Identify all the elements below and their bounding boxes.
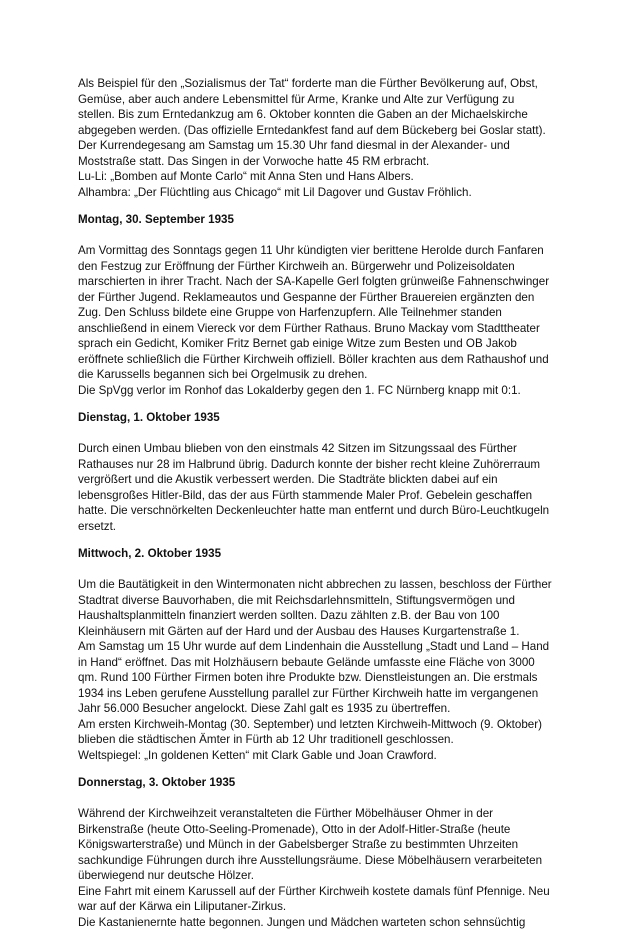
text-line: Lu-Li: „Bomben auf Monte Carlo“ mit Anna Sten und Hans Albers. <box>78 169 568 185</box>
text-line: marschierten in ihrer Tracht. Nach der SA-Kapelle Gerl folgten grünweiße Fahnenschwinger <box>78 274 568 290</box>
text-line: eröffnete schließlich die Fürther Kirchweih offiziell. Böller krachten aus dem Rathaushof und <box>78 352 568 368</box>
section-paragraph <box>78 243 568 398</box>
text-line: sachkundige Führungen durch ihre Ausstellungsräume. Diese Möbelhäusern verarbeiteten <box>78 853 568 869</box>
text-line: in Hand“ eröffnet. Das mit Holzhäusern bebaute Gelände umfasste eine Fläche von 3000 <box>78 655 568 671</box>
text-line: Der Kurrendegesang am Samstag um 15.30 Uhr fand diesmal in der Alexander- und <box>78 138 568 154</box>
text-line: Als Beispiel für den „Sozialismus der Tat“ forderte man die Fürther Bevölkerung auf, Obst, <box>78 76 568 92</box>
text-line: vergrößert und die Akustik verbessert werden. Die Stadträte blickten dabei auf ein <box>78 472 568 488</box>
text-line: Während der Kirchweihzeit veranstalteten die Fürther Möbelhäuser Ohmer in der <box>78 806 568 822</box>
document-page <box>78 76 568 930</box>
text-line: Stadtrat diverse Bauvorhaben, die mit Reichsdarlehnsmitteln, Stiftungsvermögen und <box>78 593 568 609</box>
section-heading: Mittwoch, 2. Oktober 1935 <box>78 546 568 562</box>
intro-paragraph <box>78 76 568 200</box>
section-paragraph <box>78 441 568 534</box>
section-paragraph <box>78 806 568 930</box>
text-line: Jahr 56.000 Besucher angelockt. Diese Zahl galt es 1935 zu übertreffen. <box>78 701 568 717</box>
text-line: Königswarterstraße) und Münch in der Gabelsberger Straße zu bestimmten Uhrzeiten <box>78 837 568 853</box>
text-line: Am Samstag um 15 Uhr wurde auf dem Lindenhain die Ausstellung „Stadt und Land – Hand <box>78 639 568 655</box>
text-line: blieben die städtischen Ämter in Fürth ab 12 Uhr traditionell geschlossen. <box>78 732 568 748</box>
text-line: sprach ein Gedicht, Komiker Fritz Bernet gab einige Witze zum Besten und OB Jakob <box>78 336 568 352</box>
text-line: Am ersten Kirchweih-Montag (30. September) und letzten Kirchweih-Mittwoch (9. Oktober) <box>78 717 568 733</box>
text-line: stellen. Bis zum Erntedankzug am 6. Oktober konnten die Gaben an der Michaelskirche <box>78 107 568 123</box>
text-line: Die Kastanienernte hatte begonnen. Jungen und Mädchen warteten schon sehnsüchtig <box>78 915 568 930</box>
text-line: Weltspiegel: „In goldenen Ketten“ mit Clark Gable und Joan Crawford. <box>78 748 568 764</box>
text-line: Rathauses nur 28 im Halbrund übrig. Dadurch konnte der bisher recht kleine Zuhörerraum <box>78 457 568 473</box>
text-line: Gemüse, aber auch andere Lebensmittel für Arme, Kranke und Alte zur Verfügung zu <box>78 92 568 108</box>
section-heading: Dienstag, 1. Oktober 1935 <box>78 410 568 426</box>
text-line: Um die Bautätigkeit in den Wintermonaten nicht abbrechen zu lassen, beschloss der Fürther <box>78 577 568 593</box>
text-line: war auf der Kärwa ein Liliputaner-Zirkus. <box>78 899 568 915</box>
text-line: überwiegend nur deutsche Hölzer. <box>78 868 568 884</box>
text-line: hatte. Die verschnörkelten Deckenleuchter hatte man entfernt und durch Büro-Leuchtkugeln <box>78 503 568 519</box>
text-line: Die SpVgg verlor im Ronhof das Lokalderby gegen den 1. FC Nürnberg knapp mit 0:1. <box>78 383 568 399</box>
text-line: 1934 ins Leben gerufene Ausstellung parallel zur Fürther Kirchweih hatte im vergangenen <box>78 686 568 702</box>
text-line: Kleinhäusern mit Gärten auf der Hard und der Ausbau des Hauses Kurgartenstraße 1. <box>78 624 568 640</box>
text-line: Am Vormittag des Sonntags gegen 11 Uhr kündigten vier berittene Herolde durch Fanfaren <box>78 243 568 259</box>
text-line: Moststraße statt. Das Singen in der Vorwoche hatte 45 RM erbracht. <box>78 154 568 170</box>
text-line: den Festzug zur Eröffnung der Fürther Kirchweih an. Bürgerwehr und Polizeisoldaten <box>78 259 568 275</box>
text-line: Zug. Den Schluss bildete eine Gruppe von Harfenzupfern. Alle Teilnehmer standen <box>78 305 568 321</box>
text-line: ersetzt. <box>78 519 568 535</box>
section-heading: Donnerstag, 3. Oktober 1935 <box>78 775 568 791</box>
text-line: Durch einen Umbau blieben von den einstmals 42 Sitzen im Sitzungssaal des Fürther <box>78 441 568 457</box>
text-line: die Karussells begannen sich bei Orgelmusik zu drehen. <box>78 367 568 383</box>
section-heading: Montag, 30. September 1935 <box>78 212 568 228</box>
text-line: anschließend in einem Viereck vor dem Fürther Rathaus. Bruno Mackay vom Stadttheater <box>78 321 568 337</box>
text-line: abgegeben werden. (Das offizielle Erntedankfest fand auf dem Bückeberg bei Goslar statt). <box>78 123 568 139</box>
text-line: Alhambra: „Der Flüchtling aus Chicago“ mit Lil Dagover und Gustav Fröhlich. <box>78 185 568 201</box>
text-line: Haushaltsplanmitteln finanziert werden sollten. Dazu zählten z.B. der Bau von 100 <box>78 608 568 624</box>
text-line: Eine Fahrt mit einem Karussell auf der Fürther Kirchweih kostete damals fünf Pfennige. Neu <box>78 884 568 900</box>
text-line: lebensgroßes Hitler-Bild, das der aus Fürth stammende Maler Prof. Gebelein geschaffen <box>78 488 568 504</box>
text-line: Birkenstraße (heute Otto-Seeling-Promenade), Otto in der Adolf-Hitler-Straße (heute <box>78 822 568 838</box>
section-paragraph <box>78 577 568 763</box>
text-line: der Fürther Jugend. Reklameautos und Gespanne der Fürther Brauereien ergänzten den <box>78 290 568 306</box>
text-line: qm. Rund 100 Fürther Firmen boten ihre Produkte bzw. Dienstleistungen an. Die erstmals <box>78 670 568 686</box>
